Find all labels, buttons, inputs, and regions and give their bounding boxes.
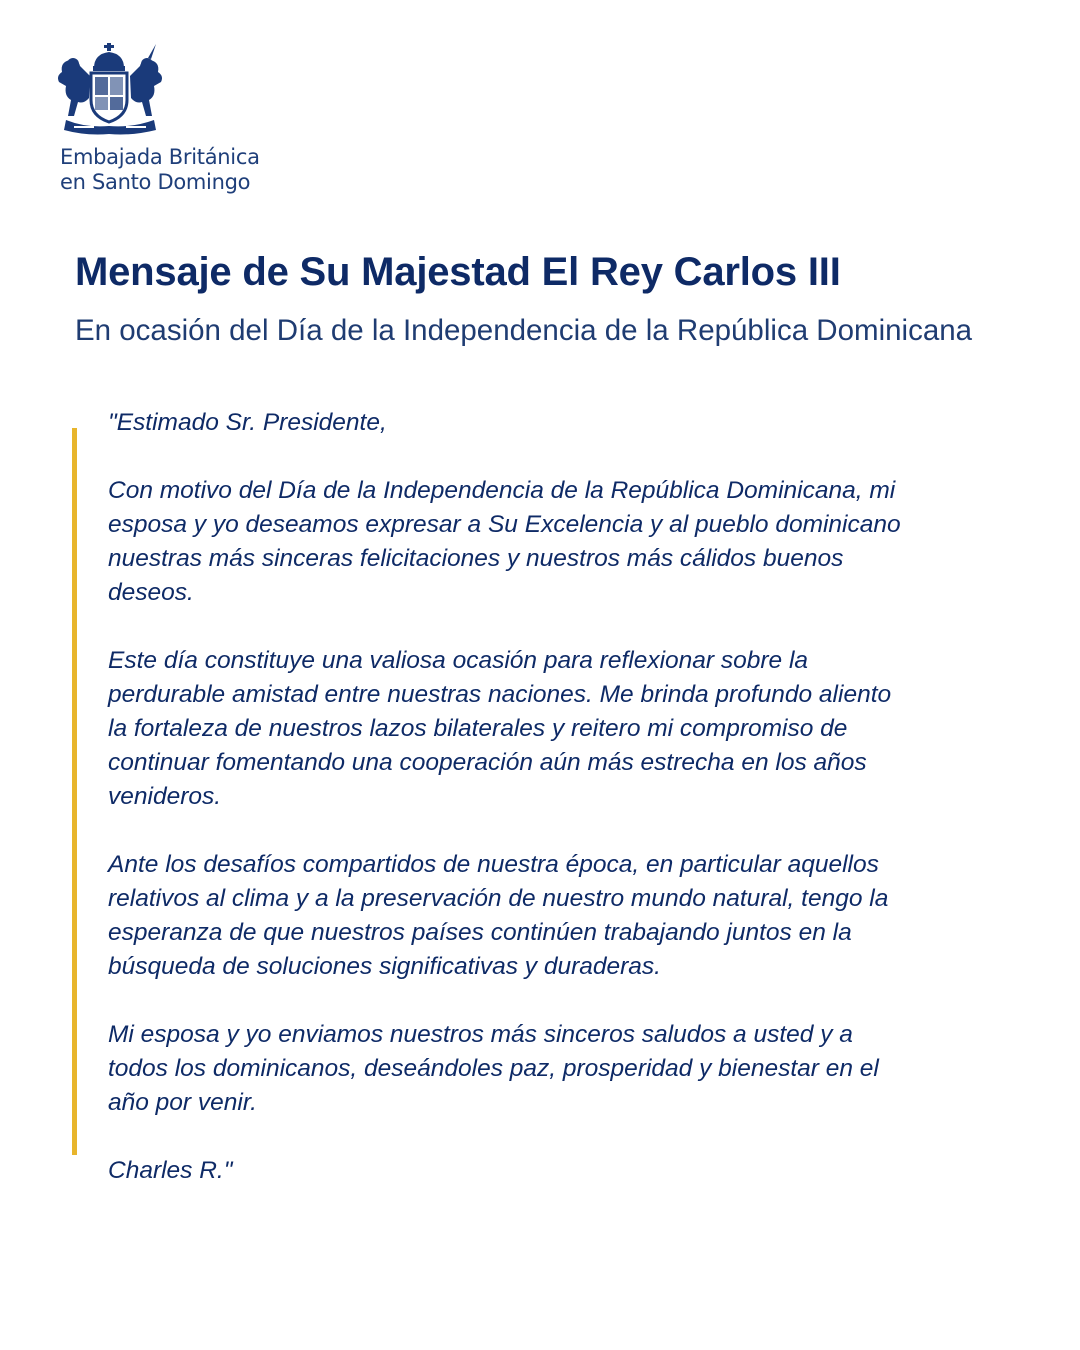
- embassy-logo: [56, 42, 260, 194]
- embassy-name-line2: en Santo Domingo: [60, 170, 251, 194]
- text-line: esperanza de que nuestros países continúen trabajando juntos en la: [108, 919, 852, 946]
- text-line: relativos al clima y a la preservación de nuestro mundo natural, tengo la: [108, 885, 889, 912]
- page-title: Mensaje de Su Majestad El Rey Carlos III: [75, 250, 841, 294]
- text-line: Este día constituye una valiosa ocasión para reflexionar sobre la: [108, 647, 809, 674]
- page-subtitle: En ocasión del Día de la Independencia de la República Dominicana: [75, 314, 973, 347]
- text-line: venideros.: [108, 783, 222, 810]
- text-line: deseos.: [108, 579, 194, 606]
- embassy-name: [60, 145, 260, 195]
- text-line: la fortaleza de nuestros lazos bilaterales y reitero mi compromiso de: [108, 715, 848, 742]
- letter-body: [108, 406, 1008, 1222]
- letter-paragraph-2: [108, 644, 1008, 814]
- text-line: esposa y yo deseamos expresar a Su Excelencia y al pueblo dominicano: [108, 511, 901, 538]
- letter-signature: Charles R.": [108, 1157, 233, 1184]
- letter-paragraph-1: [108, 474, 1008, 610]
- letter-paragraph-3: [108, 848, 1008, 984]
- letter-paragraph-4: [108, 1018, 1008, 1120]
- text-line: Con motivo del Día de la Independencia de la República Dominicana, mi: [108, 477, 896, 504]
- royal-coat-of-arms-icon: [56, 42, 164, 136]
- text-line: perdurable amistad entre nuestras naciones. Me brinda profundo aliento: [108, 681, 892, 708]
- quote-accent-bar: [72, 428, 77, 1155]
- text-line: todos los dominicanos, deseándoles paz, prosperidad y bienestar en el: [108, 1055, 879, 1082]
- text-line: Ante los desafíos compartidos de nuestra época, en particular aquellos: [108, 851, 879, 878]
- embassy-name-line1: Embajada Británica: [60, 145, 260, 169]
- text-line: búsqueda de soluciones significativas y duraderas.: [108, 953, 661, 980]
- text-line: nuestras más sinceras felicitaciones y nuestros más cálidos buenos: [108, 545, 844, 572]
- text-line: continuar fomentando una cooperación aún más estrecha en los años: [108, 749, 867, 776]
- text-line: Mi esposa y yo enviamos nuestros más sinceros saludos a usted y a: [108, 1021, 853, 1048]
- letter-salutation: "Estimado Sr. Presidente,: [108, 409, 387, 436]
- text-line: año por venir.: [108, 1089, 257, 1116]
